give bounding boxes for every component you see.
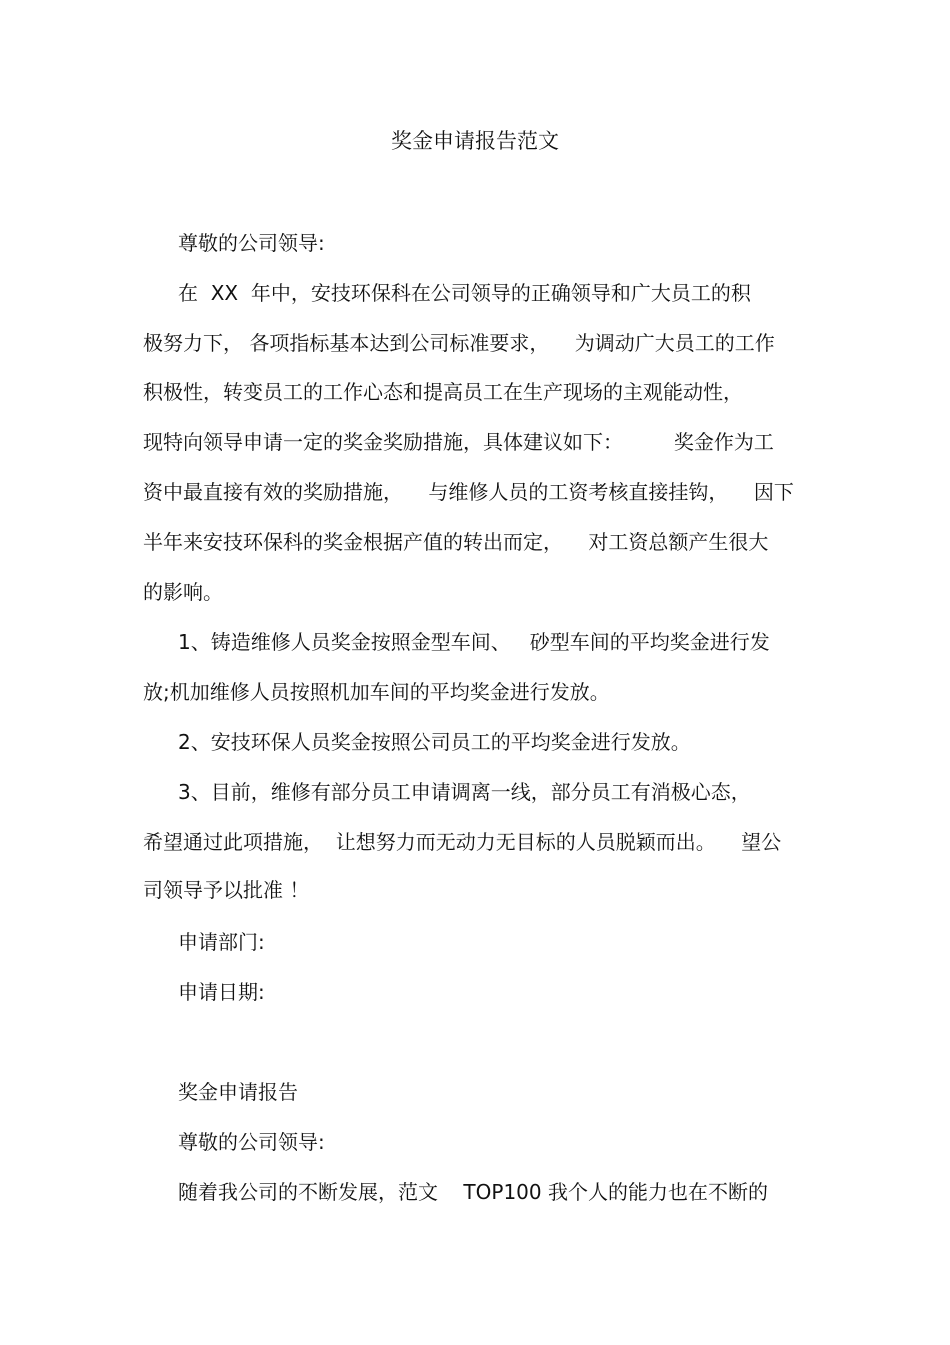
list-item-line: 1、铸造维修人员奖金按照金型车间、 砂型车间的平均奖金进行发 bbox=[178, 630, 770, 654]
paragraph-line: 资中最直接有效的奖励措施， 与维修人员的工资考核直接挂钩， 因下 bbox=[143, 480, 794, 504]
paragraph-line: 极努力下， 各项指标基本达到公司标准要求， 为调动广大员工的工作 bbox=[143, 331, 775, 355]
paragraph-line: 积极性，转变员工的工作心态和提高员工在生产现场的主观能动性， bbox=[143, 380, 743, 404]
list-item-line: 希望通过此项措施， 让想努力而无动力无目标的人员脱颖而出。 望公 bbox=[143, 830, 782, 854]
section-heading: 奖金申请报告 bbox=[178, 1080, 298, 1104]
paragraph-line: 在 XX 年中，安技环保科在公司领导的正确领导和广大员工的积 bbox=[178, 281, 751, 305]
list-item-line: 3、目前，维修有部分员工申请调离一线，部分员工有消极心态， bbox=[178, 780, 751, 804]
paragraph-line: 半年来安技环保科的奖金根据产值的转出而定， 对工资总额产生很大 bbox=[143, 530, 769, 554]
list-item-line: 司领导予以批准 ！ bbox=[143, 878, 310, 902]
paragraph-line: 随着我公司的不断发展，范文 TOP100 我个人的能力也在不断的 bbox=[178, 1180, 768, 1204]
paragraph-line: 现特向领导申请一定的奖金奖励措施，具体建议如下： 奖金作为工 bbox=[143, 430, 774, 454]
greeting: 尊敬的公司领导: bbox=[178, 1130, 325, 1154]
document-title: 奖金申请报告范文 bbox=[391, 129, 559, 153]
paragraph-line: 的影响。 bbox=[143, 580, 223, 604]
list-item-line: 放;机加维修人员按照机加车间的平均奖金进行发放。 bbox=[143, 680, 610, 704]
department-label: 申请部门: bbox=[178, 930, 265, 954]
date-label: 申请日期: bbox=[178, 980, 265, 1004]
greeting: 尊敬的公司领导: bbox=[178, 231, 325, 255]
list-item-line: 2、安技环保人员奖金按照公司员工的平均奖金进行发放。 bbox=[178, 730, 691, 754]
